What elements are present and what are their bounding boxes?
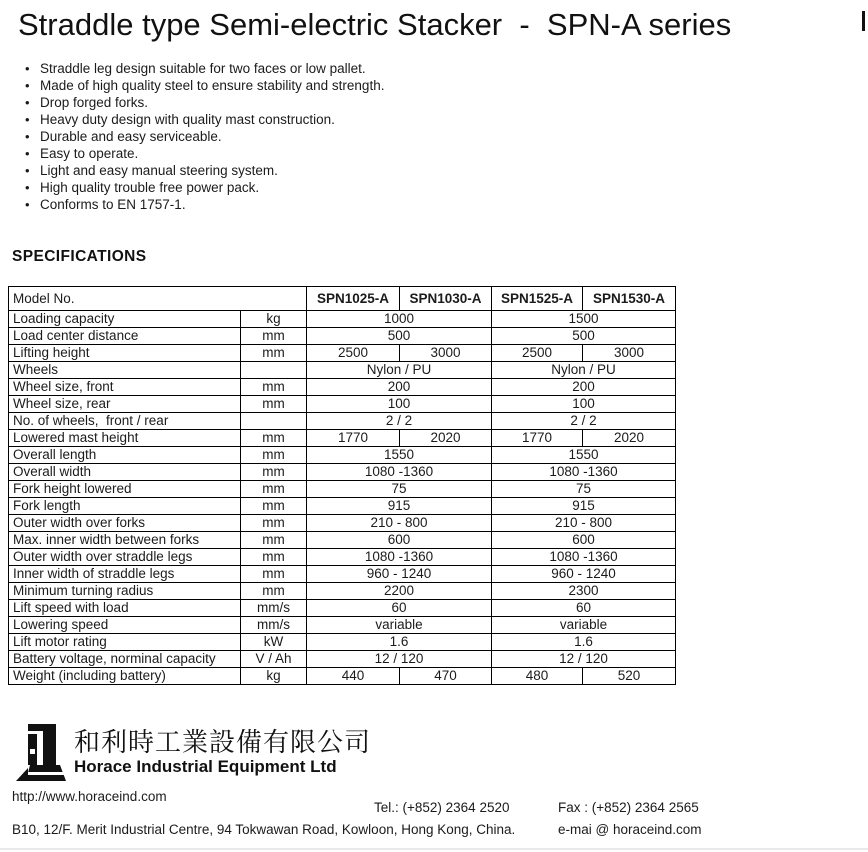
row-label: Outer width over straddle legs: [9, 549, 241, 566]
row-label: Outer width over forks: [9, 515, 241, 532]
row-value: 3000: [400, 345, 492, 362]
row-value: 1080 -1360: [492, 464, 676, 481]
row-unit: kW: [241, 634, 307, 651]
company-name-chinese: 和利時工業設備有限公司: [74, 727, 372, 757]
row-value: 1080 -1360: [307, 549, 492, 566]
table-row: [9, 464, 676, 481]
row-label: Overall width: [9, 464, 241, 481]
row-value: 1080 -1360: [307, 464, 492, 481]
row-label: Weight (including battery): [9, 668, 241, 685]
row-label: Max. inner width between forks: [9, 532, 241, 549]
table-row: [9, 362, 676, 379]
model-header-spn1025a: SPN1025-A: [307, 287, 400, 311]
row-unit: mm: [241, 447, 307, 464]
row-value: 1000: [307, 311, 492, 328]
row-unit: mm/s: [241, 600, 307, 617]
row-unit: mm: [241, 498, 307, 515]
table-header-row: [9, 287, 676, 311]
model-no-header: Model No.: [9, 287, 307, 311]
telephone-number: Tel.: (+852) 2364 2520: [374, 800, 510, 815]
row-value: variable: [492, 617, 676, 634]
row-unit: mm: [241, 345, 307, 362]
row-label: Battery voltage, norminal capacity: [9, 651, 241, 668]
row-label: Fork height lowered: [9, 481, 241, 498]
row-unit: mm: [241, 379, 307, 396]
table-row: [9, 651, 676, 668]
row-label: Lift speed with load: [9, 600, 241, 617]
row-value: 200: [492, 379, 676, 396]
row-value: 60: [492, 600, 676, 617]
specifications-heading: SPECIFICATIONS: [12, 248, 147, 265]
row-unit: kg: [241, 311, 307, 328]
row-unit: mm: [241, 464, 307, 481]
row-unit: mm: [241, 396, 307, 413]
row-value: 2 / 2: [307, 413, 492, 430]
row-value: 915: [492, 498, 676, 515]
row-label: Lowering speed: [9, 617, 241, 634]
scan-edge-mark: [862, 11, 865, 31]
row-unit: mm: [241, 515, 307, 532]
table-row: [9, 600, 676, 617]
row-unit: mm: [241, 328, 307, 345]
table-row: [9, 379, 676, 396]
row-value: 480: [492, 668, 583, 685]
row-value: 915: [307, 498, 492, 515]
table-row: [9, 311, 676, 328]
row-label: Lowered mast height: [9, 430, 241, 447]
row-label: Lifting height: [9, 345, 241, 362]
row-value: 440: [307, 668, 400, 685]
row-value: 3000: [583, 345, 676, 362]
email-address: e-mai @ horaceind.com: [558, 822, 702, 837]
row-value: 12 / 120: [307, 651, 492, 668]
feature-item: • Conforms to EN 1757-1.: [24, 196, 384, 213]
row-value: 100: [492, 396, 676, 413]
table-row: [9, 566, 676, 583]
feature-item: • Light and easy manual steering system.: [24, 162, 384, 179]
feature-item: • Made of high quality steel to ensure stability and strength.: [24, 77, 384, 94]
row-unit: V / Ah: [241, 651, 307, 668]
row-value: variable: [307, 617, 492, 634]
row-value: 75: [492, 481, 676, 498]
row-value: 1550: [307, 447, 492, 464]
row-label: Inner width of straddle legs: [9, 566, 241, 583]
row-value: 470: [400, 668, 492, 685]
row-label: Lift motor rating: [9, 634, 241, 651]
table-row: [9, 481, 676, 498]
row-value: 600: [307, 532, 492, 549]
specifications-table: [8, 286, 676, 685]
row-value: 100: [307, 396, 492, 413]
model-header-spn1030a: SPN1030-A: [400, 287, 492, 311]
table-row: [9, 430, 676, 447]
row-value: 1500: [492, 311, 676, 328]
row-unit: mm: [241, 430, 307, 447]
table-row: [9, 498, 676, 515]
table-row: [9, 396, 676, 413]
row-value: 600: [492, 532, 676, 549]
row-value: 520: [583, 668, 676, 685]
website-url: http://www.horaceind.com: [12, 789, 167, 804]
row-unit: mm: [241, 481, 307, 498]
page-title: Straddle type Semi-electric Stacker - SPN-A series: [18, 7, 732, 42]
feature-item: • High quality trouble free power pack.: [24, 179, 384, 196]
table-row: [9, 328, 676, 345]
row-value: 60: [307, 600, 492, 617]
table-row: [9, 447, 676, 464]
row-label: Wheels: [9, 362, 241, 379]
row-value: 210 - 800: [492, 515, 676, 532]
row-value: 2020: [400, 430, 492, 447]
model-header-spn1530a: SPN1530-A: [583, 287, 676, 311]
row-label: Wheel size, rear: [9, 396, 241, 413]
company-logo-stacker-icon: [16, 723, 66, 783]
row-value: 2300: [492, 583, 676, 600]
company-address: B10, 12/F. Merit Industrial Centre, 94 Tokwawan Road, Kowloon, Hong Kong, China.: [12, 822, 516, 837]
table-row: [9, 345, 676, 362]
feature-list: [24, 60, 384, 213]
feature-item: • Drop forged forks.: [24, 94, 384, 111]
fax-number: Fax : (+852) 2364 2565: [558, 800, 699, 815]
row-value: 75: [307, 481, 492, 498]
row-label: Minimum turning radius: [9, 583, 241, 600]
table-row: [9, 549, 676, 566]
row-value: 500: [307, 328, 492, 345]
row-value: Nylon / PU: [492, 362, 676, 379]
row-unit: [241, 362, 307, 379]
table-row: [9, 532, 676, 549]
row-value: 1.6: [492, 634, 676, 651]
row-value: 210 - 800: [307, 515, 492, 532]
table-row: [9, 515, 676, 532]
row-value: 960 - 1240: [492, 566, 676, 583]
row-unit: mm: [241, 583, 307, 600]
row-label: Loading capacity: [9, 311, 241, 328]
table-row: [9, 617, 676, 634]
feature-item: • Straddle leg design suitable for two faces or low pallet.: [24, 60, 384, 77]
row-unit: mm: [241, 549, 307, 566]
row-unit: mm: [241, 566, 307, 583]
row-value: 500: [492, 328, 676, 345]
company-name-english: Horace Industrial Equipment Ltd: [74, 757, 337, 776]
row-value: 960 - 1240: [307, 566, 492, 583]
row-label: Fork length: [9, 498, 241, 515]
feature-item: • Durable and easy serviceable.: [24, 128, 384, 145]
row-unit: [241, 413, 307, 430]
bottom-scan-line: [0, 848, 868, 850]
row-value: 12 / 120: [492, 651, 676, 668]
row-unit: mm/s: [241, 617, 307, 634]
row-value: 2020: [583, 430, 676, 447]
row-value: 1770: [492, 430, 583, 447]
row-value: 2 / 2: [492, 413, 676, 430]
row-value: 1080 -1360: [492, 549, 676, 566]
row-label: Overall length: [9, 447, 241, 464]
row-label: Load center distance: [9, 328, 241, 345]
row-value: 2500: [492, 345, 583, 362]
row-value: Nylon / PU: [307, 362, 492, 379]
model-header-spn1525a: SPN1525-A: [492, 287, 583, 311]
row-label: No. of wheels, front / rear: [9, 413, 241, 430]
row-value: 1770: [307, 430, 400, 447]
row-unit: kg: [241, 668, 307, 685]
table-row: [9, 583, 676, 600]
table-row: [9, 668, 676, 685]
table-row: [9, 413, 676, 430]
table-row: [9, 634, 676, 651]
row-value: 2200: [307, 583, 492, 600]
feature-item: • Heavy duty design with quality mast construction.: [24, 111, 384, 128]
row-value: 1550: [492, 447, 676, 464]
row-unit: mm: [241, 532, 307, 549]
row-label: Wheel size, front: [9, 379, 241, 396]
feature-item: • Easy to operate.: [24, 145, 384, 162]
row-value: 200: [307, 379, 492, 396]
row-value: 1.6: [307, 634, 492, 651]
row-value: 2500: [307, 345, 400, 362]
